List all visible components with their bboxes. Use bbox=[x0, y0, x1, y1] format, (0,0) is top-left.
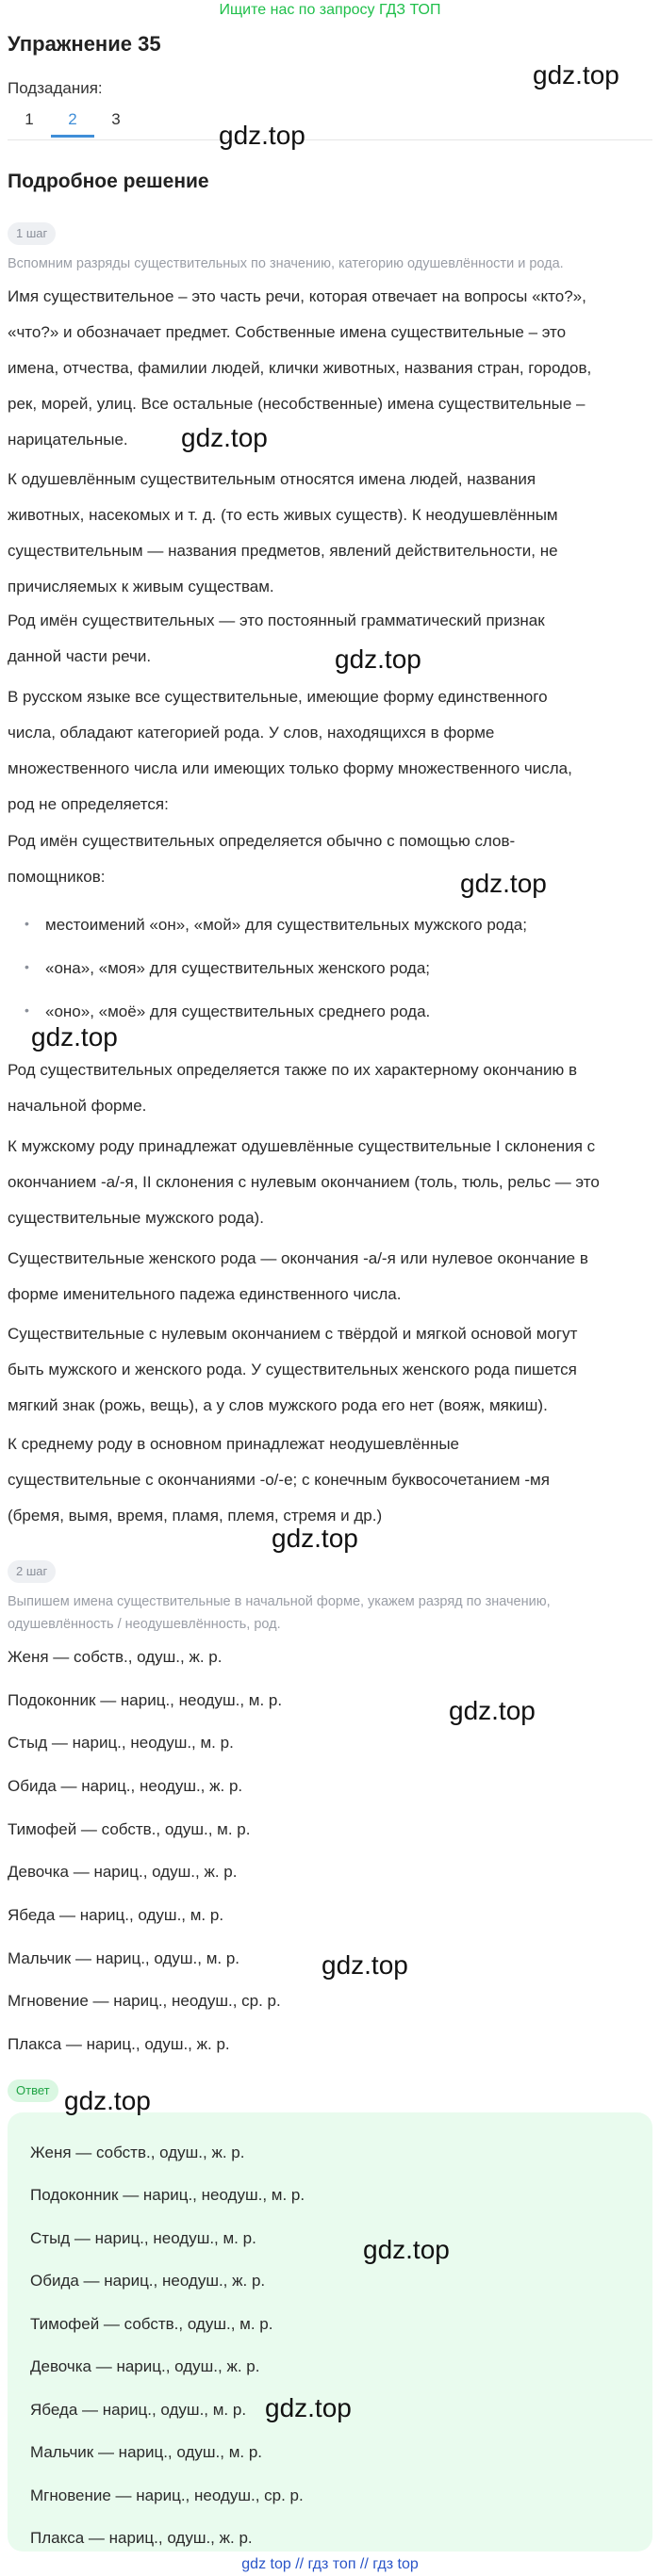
step-1-intro: Вспомним разряды существительных по значению, категорию одушевлённости и рода. bbox=[8, 256, 564, 271]
line: Существительные женского рода — окончания -а/-я или нулевое окончание в bbox=[8, 1249, 588, 1267]
list-item: Плакса — нариц., одуш., ж. р. bbox=[8, 2035, 230, 2053]
line: Выпишем имена существительные в начальной форме, укажем разряд по значению, bbox=[8, 1594, 551, 1609]
list-item: Ябеда — нариц., одуш., м. р. bbox=[8, 1906, 224, 1924]
line: животных, насекомых и т. д. (то есть живых существ). К неодушевлённым bbox=[8, 506, 558, 524]
list-item: Тимофей — собств., одуш., м. р. bbox=[8, 1820, 251, 1838]
watermark: gdz.top bbox=[181, 423, 268, 452]
step-1-badge: 1 шаг bbox=[8, 222, 56, 245]
paragraph-1 bbox=[8, 279, 652, 458]
list-item: Стыд — нариц., неодуш., м. р. bbox=[8, 1734, 234, 1752]
bullet-dot: • bbox=[25, 959, 29, 974]
paragraph-2 bbox=[8, 462, 652, 605]
watermark: gdz.top bbox=[272, 1524, 358, 1553]
paragraph-4 bbox=[8, 679, 652, 823]
footer-links[interactable]: gdz top // гдз топ // гдз top bbox=[241, 2556, 419, 2572]
watermark: gdz.top bbox=[64, 2086, 151, 2115]
list-item: Девочка — нариц., одуш., ж. р. bbox=[8, 1863, 238, 1881]
paragraph-10 bbox=[8, 1427, 652, 1534]
line: окончанием -а/-я, II склонения с нулевым окончанием (толь, тюль, рельс — это bbox=[8, 1173, 600, 1191]
line: Род существительных определяется также по их характерному окончанию в bbox=[8, 1061, 578, 1079]
paragraph-7 bbox=[8, 1129, 652, 1236]
watermark: gdz.top bbox=[265, 2393, 352, 2422]
answer-item: Ябеда — нариц., одуш., м. р. bbox=[30, 2401, 247, 2419]
bullet-dot: • bbox=[25, 916, 29, 931]
line: существительные с окончаниями -о/-е; с конечным буквосочетанием -мя bbox=[8, 1471, 550, 1489]
paragraph-9 bbox=[8, 1316, 652, 1424]
line: нарицательные. bbox=[8, 431, 128, 448]
list-item: Обида — нариц., неодуш., ж. р. bbox=[8, 1777, 243, 1795]
paragraph-6 bbox=[8, 1052, 652, 1124]
answer-item: Подоконник — нариц., неодуш., м. р. bbox=[30, 2186, 305, 2204]
line: Род имён существительных — это постоянный грамматический признак bbox=[8, 611, 545, 629]
watermark: gdz.top bbox=[533, 60, 619, 90]
answer-item: Плакса — нариц., одуш., ж. р. bbox=[30, 2529, 253, 2547]
list-item: Мальчик — нариц., одуш., м. р. bbox=[8, 1949, 240, 1967]
watermark: gdz.top bbox=[449, 1696, 536, 1725]
watermark: gdz.top bbox=[335, 644, 421, 674]
line: существительным — названия предметов, явлений действительности, не bbox=[8, 542, 558, 560]
line: род не определяется: bbox=[8, 795, 169, 813]
line: рек, морей, улиц. Все остальные (несобственные) имена существительные – bbox=[8, 395, 586, 413]
line: одушевлённость / неодушевлённость, род. bbox=[8, 1617, 281, 1632]
bullet-item-2: «она», «моя» для существительных женского рода; bbox=[45, 959, 430, 977]
tab-divider bbox=[8, 139, 652, 140]
watermark: gdz.top bbox=[460, 869, 547, 898]
subtask-tab-2[interactable]: 2 bbox=[51, 104, 94, 138]
subtask-tabs bbox=[8, 104, 138, 138]
line: форме именительного падежа единственного числа. bbox=[8, 1285, 402, 1303]
line: причисляемых к живым существам. bbox=[8, 578, 274, 595]
subtask-tab-3[interactable]: 3 bbox=[111, 110, 121, 128]
line: данной части речи. bbox=[8, 647, 152, 665]
line: существительные мужского рода). bbox=[8, 1209, 264, 1227]
watermark: gdz.top bbox=[363, 2235, 450, 2264]
line: Род имён существительных определяется обычно с помощью слов- bbox=[8, 832, 516, 850]
line: К одушевлённым существительным относятся имена людей, названия bbox=[8, 470, 536, 488]
paragraph-3 bbox=[8, 603, 652, 675]
subtask-tab-1[interactable]: 1 bbox=[25, 110, 34, 128]
watermark: gdz.top bbox=[322, 1950, 408, 1980]
step-2-badge: 2 шаг bbox=[8, 1560, 56, 1583]
line: К среднему роду в основном принадлежат неодушевлённые bbox=[8, 1435, 460, 1453]
step-2-intro bbox=[8, 1590, 652, 1636]
line: числа, обладают категорией рода. У слов, находящихся в форме bbox=[8, 724, 495, 742]
line: Имя существительное – это часть речи, которая отвечает на вопросы «кто?», bbox=[8, 287, 586, 305]
bullet-dot: • bbox=[25, 1003, 29, 1018]
list-item: Подоконник — нариц., неодуш., м. р. bbox=[8, 1691, 283, 1709]
line: множественного числа или имеющих только форму множественного числа, bbox=[8, 759, 572, 777]
answer-item: Обида — нариц., неодуш., ж. р. bbox=[30, 2272, 266, 2290]
list-item: Мгновение — нариц., неодуш., ср. р. bbox=[8, 1992, 281, 2010]
answer-item: Тимофей — собств., одуш., м. р. bbox=[30, 2315, 273, 2333]
line: имена, отчества, фамилии людей, клички животных, названия стран, городов, bbox=[8, 359, 592, 377]
answer-item: Стыд — нариц., неодуш., м. р. bbox=[30, 2229, 256, 2247]
answer-item: Девочка — нариц., одуш., ж. р. bbox=[30, 2357, 260, 2375]
watermark: gdz.top bbox=[31, 1022, 118, 1052]
line: «что?» и обозначает предмет. Собственные имена существительные – это bbox=[8, 323, 567, 341]
answer-item: Мгновение — нариц., неодуш., ср. р. bbox=[30, 2486, 304, 2504]
line: Существительные с нулевым окончанием с твёрдой и мягкой основой могут bbox=[8, 1325, 578, 1343]
line: (бремя, вымя, время, пламя, племя, стремя и др.) bbox=[8, 1507, 383, 1524]
line: быть мужского и женского рода. У существительных женского рода пишется bbox=[8, 1361, 577, 1378]
section-title: Подробное решение bbox=[8, 171, 209, 192]
paragraph-8 bbox=[8, 1241, 652, 1312]
line: начальной форме. bbox=[8, 1097, 147, 1115]
list-item: Женя — собств., одуш., ж. р. bbox=[8, 1648, 223, 1666]
line: К мужскому роду принадлежат одушевлённые существительные I склонения с bbox=[8, 1137, 596, 1155]
answer-badge: Ответ bbox=[8, 2079, 58, 2102]
paragraph-5 bbox=[8, 823, 652, 895]
answer-item: Мальчик — нариц., одуш., м. р. bbox=[30, 2443, 263, 2461]
page-title: Упражнение 35 bbox=[8, 32, 161, 56]
bullet-item-3: «оно», «моё» для существительных среднего рода. bbox=[45, 1003, 431, 1020]
watermark: gdz.top bbox=[219, 121, 305, 150]
subtasks-label: Подзадания: bbox=[8, 79, 103, 97]
line: помощников: bbox=[8, 868, 106, 886]
top-banner[interactable]: Ищите нас по запросу ГДЗ ТОП bbox=[219, 2, 441, 18]
bullet-item-1: местоимений «он», «мой» для существительных мужского рода; bbox=[45, 916, 527, 934]
line: мягкий знак (рожь, вещь), а у слов мужского рода его нет (вояж, мякиш). bbox=[8, 1396, 548, 1414]
answer-item: Женя — собств., одуш., ж. р. bbox=[30, 2144, 245, 2161]
line: В русском языке все существительные, имеющие форму единственного bbox=[8, 688, 548, 706]
